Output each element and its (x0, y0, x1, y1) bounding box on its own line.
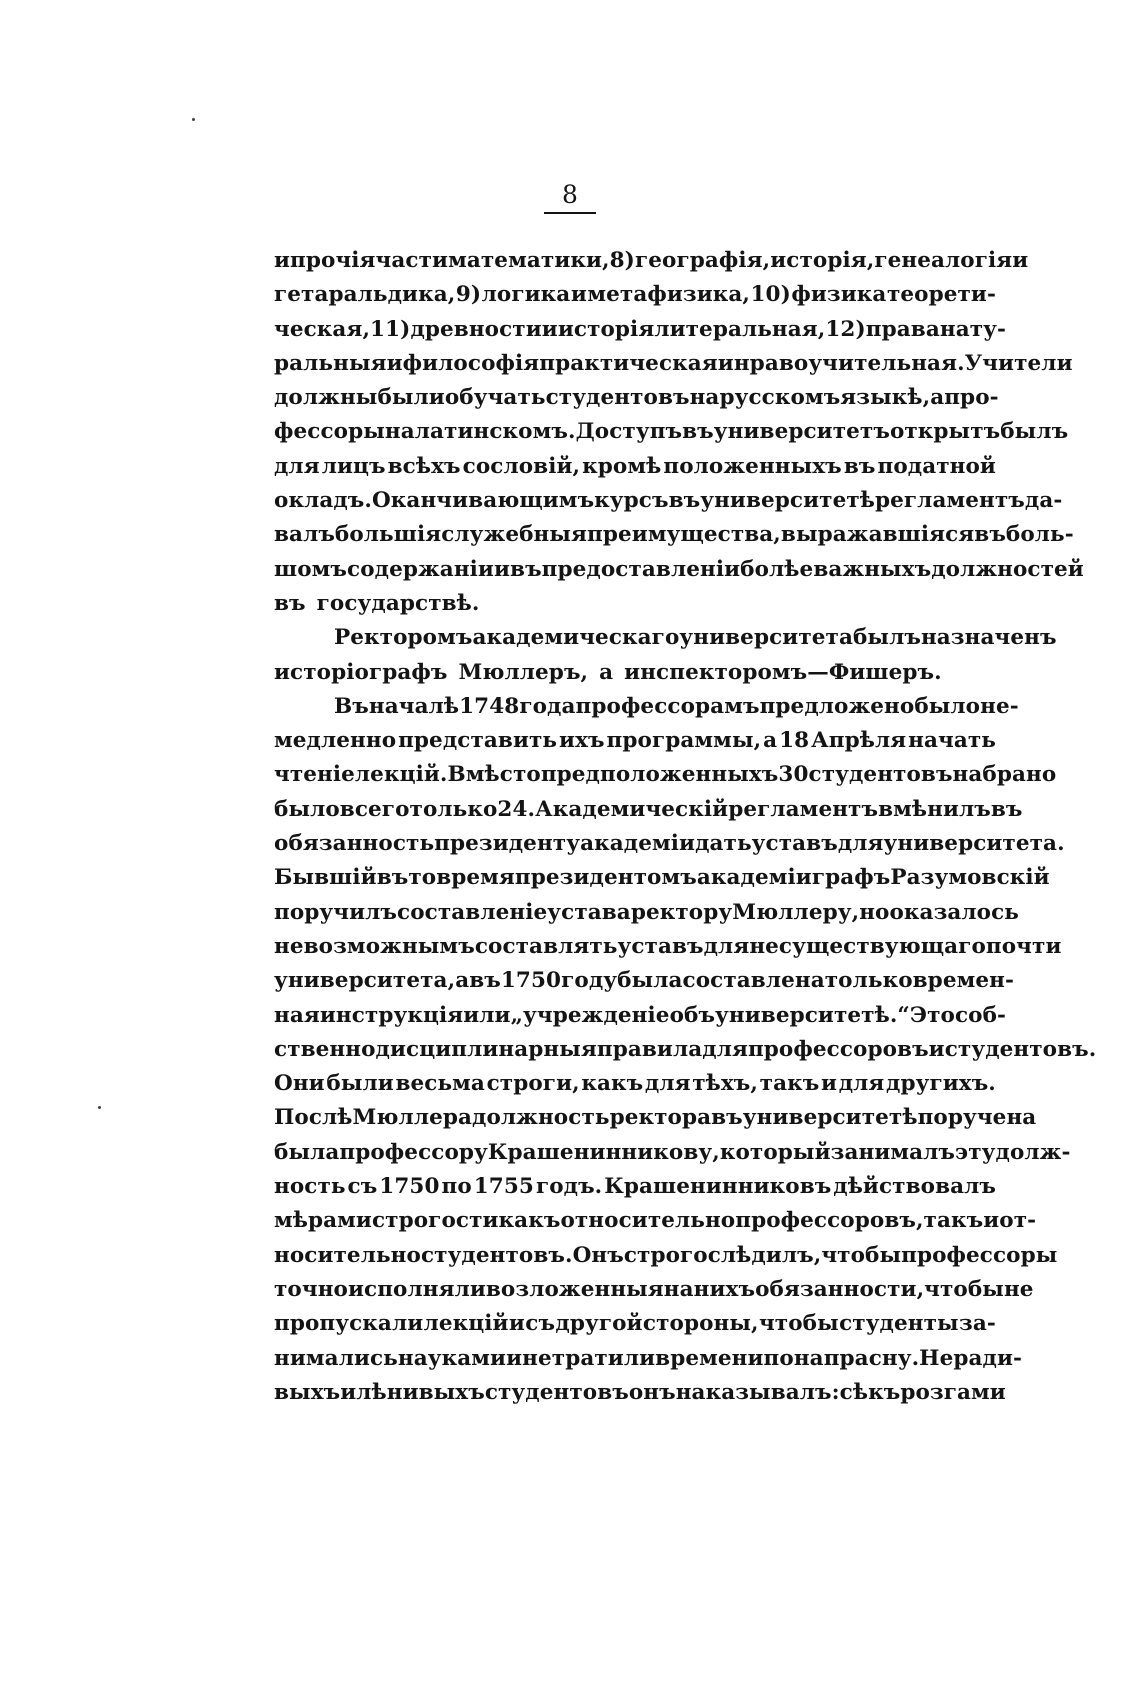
text-line (274, 347, 1073, 381)
word: ность (274, 1174, 346, 1200)
word: была (617, 968, 683, 994)
word: большія (334, 522, 442, 548)
word: соб- (954, 1002, 1007, 1028)
text-line (274, 861, 1050, 895)
word: русскомъ (719, 385, 841, 411)
word: года (519, 693, 576, 719)
word: открытъ (889, 419, 1001, 445)
word: 1755 (473, 1174, 534, 1200)
word: въ (990, 796, 1023, 822)
word: студентовъ (484, 1379, 629, 1405)
word: программы, (606, 728, 762, 754)
word: всѣхъ (387, 453, 461, 479)
word: въ (668, 488, 701, 514)
word: регламентъ (728, 796, 879, 822)
word: Послѣ (274, 1105, 353, 1131)
text-line (274, 896, 1020, 930)
text-line (274, 1342, 1023, 1376)
text-line (274, 1101, 1037, 1135)
word: университетъ (713, 419, 890, 445)
text-line (274, 1376, 1006, 1410)
word: чтеніе (274, 762, 355, 788)
word: въ (376, 865, 409, 891)
word: лицъ (321, 453, 386, 479)
word: президентомъ (514, 865, 697, 891)
word: Онъ (572, 1242, 624, 1268)
word: географія, (634, 248, 771, 273)
word: литеральная, (654, 316, 826, 342)
word: науками (397, 1345, 507, 1371)
word: на (663, 1276, 694, 1302)
word: оказалось (889, 899, 1020, 925)
word: по (441, 1174, 472, 1200)
word: ческая, (274, 316, 371, 342)
word: понапрасну. (763, 1345, 920, 1371)
word: университетѣ (742, 1105, 918, 1131)
word: какъ (581, 1071, 644, 1097)
word: лѣнивыхъ (356, 1379, 485, 1405)
word: Бывшій (274, 865, 377, 891)
word: мѣрами (274, 1208, 372, 1234)
word: Учители (964, 350, 1073, 376)
word: началѣ (368, 693, 460, 719)
word: носительно (274, 1242, 421, 1268)
word: для (274, 453, 320, 479)
text-line (274, 278, 996, 312)
word: стороны, (642, 1311, 759, 1337)
word: слѣдилъ, (707, 1242, 822, 1268)
word: содержаніи (347, 556, 494, 582)
word: представить (398, 728, 558, 754)
word: права (865, 316, 940, 342)
word: составленіе (397, 899, 548, 925)
word: были (377, 385, 445, 411)
word: генеалогія (874, 248, 1013, 273)
word: лекцій. (354, 762, 448, 788)
word: чтобы (758, 1311, 839, 1337)
text-line (274, 553, 1084, 587)
word: невозможнымъ (274, 933, 475, 959)
text-line (274, 518, 1074, 552)
word: и (274, 248, 291, 273)
word: для (838, 1071, 885, 1097)
word: части (375, 248, 449, 273)
word: логика (481, 282, 571, 308)
word: на (689, 385, 720, 411)
word: исполняли (347, 1276, 486, 1302)
word: математики, (448, 248, 610, 273)
word: тратили (551, 1345, 656, 1371)
word: университетѣ (700, 488, 875, 514)
word: физика (791, 282, 887, 308)
word: студентовъ (545, 385, 690, 411)
word: времен- (912, 968, 1015, 994)
text-line (274, 724, 996, 758)
word: 24. (497, 796, 536, 822)
word: какъ (498, 1208, 561, 1234)
word: дѣйствовалъ (833, 1174, 996, 1200)
word: и (717, 350, 734, 376)
word: метафизика, (587, 282, 751, 308)
word: боль- (1005, 522, 1074, 548)
word: дисциплинарныя (375, 1036, 597, 1062)
word: который (719, 1139, 831, 1165)
word: въ (974, 522, 1006, 548)
word: медленно (274, 728, 397, 754)
word: несуществующаго (749, 933, 986, 959)
word: 1748 (459, 693, 520, 719)
word: вмѣнилъ (878, 796, 991, 822)
word: студентовъ (808, 762, 953, 788)
word: въ (843, 453, 876, 479)
text-line (274, 656, 996, 690)
word: ственно (274, 1036, 376, 1062)
word: профессоры (901, 1242, 1058, 1268)
word: инспекторомъ—Фишеръ. (624, 659, 942, 685)
word: государствѣ. (316, 590, 480, 616)
word: исторіографъ (274, 659, 448, 685)
word: а (599, 659, 614, 685)
word: и (541, 316, 558, 342)
page-number (0, 180, 1140, 214)
word: для (837, 831, 884, 857)
word: относительно (560, 1208, 736, 1234)
word: кромѣ (582, 453, 662, 479)
word: чтобы (821, 1242, 902, 1268)
text-line (274, 415, 1069, 449)
word: от- (999, 1208, 1037, 1234)
word: Крашенинниковъ (604, 1174, 832, 1200)
word: Вмѣсто (447, 762, 541, 788)
word: президенту (434, 831, 581, 857)
word: ная (274, 1002, 320, 1028)
text-line (274, 1239, 1058, 1273)
word: и (506, 1345, 523, 1371)
word: поручена (917, 1105, 1037, 1131)
word: для (644, 1071, 691, 1097)
word: 9) (455, 282, 482, 308)
word: почти (985, 933, 1062, 959)
text-line (274, 1033, 1097, 1067)
word: предоставленіи (541, 556, 741, 582)
page-number-rule (544, 212, 596, 214)
word: должны (274, 385, 378, 411)
word: Оканчивающимъ (371, 488, 595, 514)
word: составлена (682, 968, 825, 994)
word: онъ (628, 1379, 676, 1405)
word: наказывалъ: (675, 1379, 840, 1405)
text-line (274, 827, 1065, 861)
word: Мюллеръ, (458, 659, 589, 685)
word: строги, (486, 1071, 580, 1097)
word: въ (711, 1105, 743, 1131)
word: но (859, 899, 890, 925)
word: то (408, 865, 437, 891)
word: Неради- (919, 1345, 1023, 1371)
word: занималъ (830, 1139, 956, 1165)
word: обучать (444, 385, 546, 411)
word: съ (525, 1311, 556, 1337)
word: окладъ. (274, 488, 372, 514)
word: академіи (696, 865, 812, 891)
word: обязанность (274, 831, 435, 857)
word: Апрѣля (811, 728, 907, 754)
text-line (274, 1170, 996, 1204)
word: такъ (759, 1071, 820, 1097)
word: и (1012, 248, 1029, 273)
word: для (703, 933, 750, 959)
word: былъ (1000, 419, 1069, 445)
word: университетѣ.“ (715, 1002, 910, 1028)
word: пропускали (274, 1311, 424, 1337)
word: время (436, 865, 515, 891)
word: древности (410, 316, 542, 342)
word: чтобы (924, 1276, 1004, 1302)
word: служебныя (441, 522, 588, 548)
word: ректора (609, 1105, 712, 1131)
word: теорети- (886, 282, 996, 308)
word: должность (472, 1105, 610, 1131)
text-line (274, 621, 1057, 655)
word: должностей (931, 556, 1084, 582)
word: за- (959, 1311, 996, 1337)
word: валъ (274, 522, 335, 548)
word: податной (877, 453, 996, 479)
word: ихъ (559, 728, 605, 754)
word: правила (596, 1036, 703, 1062)
word: нравоучительная. (733, 350, 965, 376)
word: преимущества, (587, 522, 781, 548)
word: регламентъ (875, 488, 1025, 514)
text-line (274, 1136, 1071, 1170)
word: съ (347, 1174, 378, 1200)
word: 30 (778, 762, 809, 788)
scan-speck (192, 118, 195, 121)
word: такъ (923, 1208, 984, 1234)
word: философія (402, 350, 540, 376)
word: сѣкъ (839, 1379, 901, 1405)
word: только (409, 796, 498, 822)
text-line (274, 1204, 1037, 1238)
text-line (274, 1307, 996, 1341)
word: нихъ (693, 1276, 756, 1302)
word: розгами (900, 1379, 1006, 1405)
word: фессоры (274, 419, 385, 445)
word: не (522, 1345, 552, 1371)
word: и (928, 1036, 945, 1062)
word: въ (510, 556, 542, 582)
page-number-text: 8 (562, 180, 578, 209)
word: прочія (290, 248, 376, 273)
word: долж- (995, 1139, 1071, 1165)
word: обязанности, (755, 1276, 925, 1302)
word: академіи (580, 831, 696, 857)
word: назначенъ (920, 625, 1057, 651)
word: эту (955, 1139, 996, 1165)
word: всего (339, 796, 410, 822)
word: шомъ (274, 556, 348, 582)
word: и (508, 1311, 525, 1337)
word: времени (655, 1345, 764, 1371)
text-line (274, 244, 1029, 278)
word: и (570, 282, 587, 308)
word: объ (669, 1002, 716, 1028)
word: 8) (609, 248, 635, 273)
word: Крашенинникову, (487, 1139, 720, 1165)
word: весьма (395, 1071, 485, 1097)
word: 1750 (500, 968, 562, 994)
word: были (326, 1071, 394, 1097)
text-line (274, 930, 1062, 964)
word: инструкція (319, 1002, 464, 1028)
word: Ректоромъ (334, 625, 473, 651)
word: набрано (952, 762, 1057, 788)
word: строго (623, 1242, 708, 1268)
word: курсъ (594, 488, 669, 514)
word: важныхъ (813, 556, 932, 582)
word: академическаго (472, 625, 680, 651)
text-line (274, 587, 996, 621)
word: другой (555, 1311, 643, 1337)
text-line (274, 758, 1057, 792)
word: 1750 (379, 1174, 440, 1200)
word: исторія (557, 316, 655, 342)
word: и (821, 1071, 838, 1097)
word: 10) (750, 282, 791, 308)
word: лекцій (423, 1311, 509, 1337)
word: въ (682, 419, 714, 445)
word: нату- (939, 316, 1007, 342)
word: составлять (474, 933, 618, 959)
text-line (274, 450, 996, 484)
text-line (274, 793, 1023, 827)
word: Мюллера (352, 1105, 473, 1131)
word: профессорамъ (575, 693, 760, 719)
word: Академическій (535, 796, 729, 822)
word: другихъ. (886, 1071, 996, 1097)
word: для (702, 1036, 748, 1062)
word: Разумовскій (890, 865, 1050, 891)
text-line (274, 1273, 1034, 1307)
text-line (274, 1067, 996, 1101)
word: было (274, 796, 340, 822)
word: только (824, 968, 913, 994)
word: и (340, 1379, 357, 1405)
scan-speck (98, 1106, 101, 1109)
word: графъ (811, 865, 891, 891)
word: въ (469, 968, 501, 994)
word: профессору (339, 1139, 488, 1165)
text-line (274, 964, 1015, 998)
word: „учрежденіе (510, 1002, 670, 1028)
word: 11) (370, 316, 411, 342)
word: студентовъ. (420, 1242, 573, 1268)
word: ральныя (274, 350, 387, 376)
word: университета (679, 625, 853, 651)
word: Это (909, 1002, 955, 1028)
word: предположенныхъ (540, 762, 779, 788)
word: а (455, 968, 470, 994)
word: былъ (852, 625, 921, 651)
word: исторія, (770, 248, 875, 273)
word: уставъ (751, 831, 838, 857)
word: профессоровъ, (735, 1208, 924, 1234)
word: да- (1024, 488, 1063, 514)
word: а (930, 385, 945, 411)
text-line (274, 690, 1019, 724)
word: выхъ (274, 1379, 341, 1405)
word: начать (908, 728, 996, 754)
word: точно (274, 1276, 348, 1302)
word: было (914, 693, 981, 719)
word: не (1003, 1276, 1034, 1302)
word: университета, (274, 968, 456, 994)
word: гетаральдика, (274, 282, 456, 308)
word: 12) (825, 316, 866, 342)
text-line (274, 484, 1063, 518)
word: Они (274, 1071, 325, 1097)
word: строгости (371, 1208, 499, 1234)
word: ректору (630, 899, 733, 925)
text-line (274, 381, 999, 415)
word: латинскомъ. (414, 419, 576, 445)
word: студентовъ. (944, 1036, 1097, 1062)
word: не- (980, 693, 1019, 719)
word: языкѣ, (840, 385, 931, 411)
text-line (274, 999, 1007, 1033)
body-text (274, 244, 1097, 1410)
text-line (274, 313, 1007, 347)
word: устава (547, 899, 631, 925)
word: и (386, 350, 403, 376)
word: 18 (779, 728, 810, 754)
word: Въ (334, 693, 369, 719)
word: про- (944, 385, 999, 411)
word: году (561, 968, 618, 994)
word: годъ. (535, 1174, 603, 1200)
word: профессоровъ (747, 1036, 929, 1062)
word: Доступъ (575, 419, 683, 445)
word: болѣе (740, 556, 814, 582)
word: нимались (274, 1345, 398, 1371)
word: и (983, 1208, 1000, 1234)
word: Мюллеру, (732, 899, 860, 925)
word: сословій, (462, 453, 581, 479)
word: или (463, 1002, 511, 1028)
word: тѣхъ, (692, 1071, 758, 1097)
word: на (384, 419, 415, 445)
word: была (274, 1139, 340, 1165)
word: и (493, 556, 511, 582)
word: положенныхъ (663, 453, 842, 479)
word: дать (695, 831, 752, 857)
word: а (763, 728, 778, 754)
word: практическая (539, 350, 718, 376)
word: въ (274, 590, 306, 616)
word: университета. (883, 831, 1065, 857)
word: предложено (759, 693, 915, 719)
word: выражавшіяся (780, 522, 975, 548)
word: возложенныя (485, 1276, 664, 1302)
word: поручилъ (274, 899, 398, 925)
word: студенты (839, 1311, 959, 1337)
word: уставъ (617, 933, 704, 959)
